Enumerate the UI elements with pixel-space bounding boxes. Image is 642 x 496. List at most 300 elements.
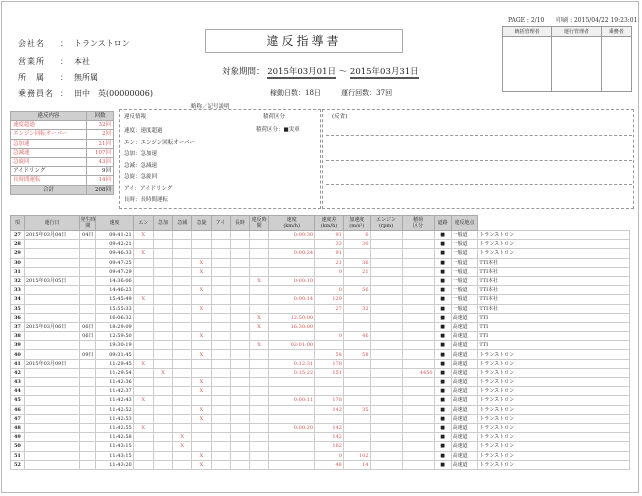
- period-from: 2015年03月01日: [267, 67, 336, 77]
- table-cell: [230, 423, 249, 432]
- table-cell: [370, 378, 402, 387]
- table-cell: 27: [315, 304, 344, 313]
- company-label: 会社名: [18, 39, 45, 48]
- cargo-class-cell: ■: [434, 442, 451, 451]
- table-cell: [211, 405, 230, 414]
- approver-header: 乗務者: [601, 27, 631, 37]
- table-cell: [173, 249, 192, 258]
- table-cell: [249, 240, 268, 249]
- column-header: 速度: [96, 216, 133, 231]
- table-cell: [402, 258, 434, 267]
- table-cell: [192, 442, 211, 451]
- table-row: [11, 231, 630, 240]
- table-cell: [173, 304, 192, 313]
- table-cell: 高速道: [451, 405, 478, 414]
- table-row: [11, 276, 630, 285]
- table-cell: [173, 322, 192, 331]
- row-number: 47: [11, 414, 25, 423]
- table-cell: [402, 332, 434, 341]
- table-cell: 一般道: [451, 304, 478, 313]
- table-cell: [192, 240, 211, 249]
- table-cell: [173, 359, 192, 368]
- table-row: [11, 304, 630, 313]
- column-header: 積荷 区分: [402, 216, 434, 231]
- cargo-class-cell: ■: [434, 304, 451, 313]
- table-cell: [370, 359, 402, 368]
- row-number: 43: [11, 378, 25, 387]
- table-cell: [249, 423, 268, 432]
- table-cell: [230, 359, 249, 368]
- table-cell: 11:29:45: [96, 359, 133, 368]
- table-cell: 高速道: [451, 313, 478, 322]
- table-cell: X: [192, 304, 211, 313]
- driver-value: 田中 英(00000006): [74, 89, 153, 98]
- legend-item: エン：エンジン回転オーバー: [124, 139, 195, 146]
- table-cell: 高速道: [451, 359, 478, 368]
- table-cell: 36: [343, 258, 370, 267]
- table-cell: [269, 258, 315, 267]
- table-cell: [80, 240, 96, 249]
- table-cell: 高速道: [451, 322, 478, 331]
- summary-violation-name: 長時間運転: [11, 176, 87, 185]
- driver-row: 乗務員名 ： 田中 英(00000006): [18, 89, 153, 98]
- legend-item: アイ：アイドリング: [124, 185, 173, 192]
- row-number: 40: [11, 350, 25, 359]
- table-cell: 09:41:21: [96, 231, 133, 240]
- table-cell: [153, 350, 172, 359]
- table-cell: [192, 433, 211, 442]
- table-cell: TTI本社: [478, 258, 630, 267]
- table-cell: [80, 460, 96, 469]
- table-cell: [192, 249, 211, 258]
- table-cell: 高速道: [451, 368, 478, 377]
- table-cell: [230, 322, 249, 331]
- table-cell: 12:50:00: [269, 313, 315, 322]
- table-cell: 162: [315, 442, 344, 451]
- table-cell: [211, 378, 230, 387]
- row-number: 48: [11, 423, 25, 432]
- table-cell: [370, 442, 402, 451]
- table-cell: [343, 423, 370, 432]
- table-cell: 11:43:15: [96, 451, 133, 460]
- table-cell: [370, 433, 402, 442]
- table-cell: X: [192, 267, 211, 276]
- table-cell: [249, 433, 268, 442]
- table-cell: 35: [343, 405, 370, 414]
- table-cell: [80, 378, 96, 387]
- summary-violation-name: エンジン回転オーバー: [11, 130, 87, 139]
- table-row: [11, 322, 630, 331]
- table-cell: [192, 368, 211, 377]
- table-cell: トランストロン: [478, 451, 630, 460]
- table-cell: [80, 295, 96, 304]
- table-cell: 一般道: [451, 258, 478, 267]
- table-cell: [153, 313, 172, 322]
- table-cell: [80, 249, 96, 258]
- table-cell: X: [173, 442, 192, 451]
- table-cell: 102: [343, 451, 370, 460]
- table-cell: 11:42:55: [96, 423, 133, 432]
- row-number: 28: [11, 240, 25, 249]
- approval-stamp-table: [502, 26, 632, 92]
- approver-header: 統括管理者: [503, 27, 552, 37]
- table-cell: トランストロン: [478, 396, 630, 405]
- table-cell: 178: [315, 396, 344, 405]
- table-cell: [269, 304, 315, 313]
- table-cell: [24, 451, 79, 460]
- table-cell: [153, 378, 172, 387]
- table-cell: X: [249, 322, 268, 331]
- table-cell: 56: [343, 286, 370, 295]
- table-cell: [211, 368, 230, 377]
- table-cell: X: [192, 332, 211, 341]
- table-cell: [230, 350, 249, 359]
- stamp-cell: [552, 37, 601, 92]
- table-cell: X: [133, 231, 153, 240]
- column-header: アイ: [211, 216, 230, 231]
- table-cell: TTI本社: [478, 304, 630, 313]
- office-label: 営業所: [18, 57, 45, 66]
- table-cell: X: [133, 359, 153, 368]
- table-cell: [173, 396, 192, 405]
- table-cell: 4450: [402, 368, 434, 377]
- legend-item: 急旋：急旋回: [124, 174, 158, 180]
- table-cell: [192, 423, 211, 432]
- table-cell: 11:42:43: [96, 396, 133, 405]
- cargo-class-cell: ■: [434, 368, 451, 377]
- table-cell: [370, 405, 402, 414]
- table-cell: [133, 332, 153, 341]
- table-cell: [402, 451, 434, 460]
- table-cell: [153, 286, 172, 295]
- table-cell: 一般道: [451, 249, 478, 258]
- table-cell: 2015年03月05日: [24, 276, 79, 285]
- table-cell: [173, 258, 192, 267]
- cargo-class-cell: ■: [434, 267, 451, 276]
- table-cell: X: [249, 313, 268, 322]
- table-cell: [402, 442, 434, 451]
- table-cell: [230, 295, 249, 304]
- table-cell: [211, 387, 230, 396]
- summary-row: [11, 139, 114, 148]
- table-cell: [230, 332, 249, 341]
- table-cell: [370, 286, 402, 295]
- cargo-class-cell: ■: [434, 332, 451, 341]
- reflection-line: [326, 135, 632, 136]
- row-number: 31: [11, 267, 25, 276]
- legend-header: 略称／記号説明: [191, 104, 230, 110]
- table-cell: 11:29:54: [96, 368, 133, 377]
- table-cell: [153, 396, 172, 405]
- table-cell: [211, 258, 230, 267]
- column-header: 発生時間: [80, 217, 96, 229]
- summary-row: [11, 176, 114, 185]
- table-cell: [173, 276, 192, 285]
- table-cell: 0:00:30: [269, 231, 315, 240]
- row-number: 29: [11, 249, 25, 258]
- table-cell: 0:00:20: [269, 423, 315, 432]
- cargo-class-cell: ■: [434, 405, 451, 414]
- table-cell: [24, 405, 79, 414]
- table-row: [11, 405, 630, 414]
- table-cell: [211, 267, 230, 276]
- table-cell: 11:42:58: [96, 433, 133, 442]
- table-cell: [343, 442, 370, 451]
- table-cell: 高速道: [451, 332, 478, 341]
- table-cell: [315, 414, 344, 423]
- company-row: 会社名 ： トランストロン: [18, 39, 130, 48]
- table-cell: [249, 231, 268, 240]
- table-cell: [249, 286, 268, 295]
- summary-violation-name: アイドリング: [11, 167, 87, 176]
- table-cell: [230, 249, 249, 258]
- table-cell: [269, 387, 315, 396]
- table-cell: [80, 276, 96, 285]
- table-cell: [402, 286, 434, 295]
- table-cell: [370, 368, 402, 377]
- summary-total-label: 合計: [11, 185, 87, 194]
- table-cell: 高速道: [451, 423, 478, 432]
- table-cell: [402, 378, 434, 387]
- table-cell: [211, 240, 230, 249]
- table-cell: [211, 313, 230, 322]
- reflection-line: [326, 184, 632, 185]
- table-cell: トランストロン: [478, 359, 630, 368]
- table-cell: [24, 341, 79, 350]
- table-cell: [269, 267, 315, 276]
- table-cell: [249, 332, 268, 341]
- table-cell: [343, 322, 370, 331]
- table-cell: [173, 286, 192, 295]
- summary-header-violation: 違反内容: [11, 112, 87, 121]
- office-value: 本社: [74, 57, 90, 66]
- table-cell: 142: [315, 433, 344, 442]
- period-separator: ～: [338, 67, 348, 77]
- table-cell: 178: [315, 359, 344, 368]
- table-cell: 0:15:22: [269, 368, 315, 377]
- table-cell: [133, 368, 153, 377]
- table-cell: [211, 414, 230, 423]
- summary-row: [11, 121, 114, 130]
- table-cell: [230, 304, 249, 313]
- violation-summary-table: [10, 111, 114, 195]
- table-cell: 高速道: [451, 451, 478, 460]
- table-cell: [402, 249, 434, 258]
- table-row: [11, 295, 630, 304]
- table-cell: [153, 276, 172, 285]
- table-cell: 30: [343, 240, 370, 249]
- table-cell: X: [192, 451, 211, 460]
- table-cell: 09:47:29: [96, 267, 133, 276]
- table-cell: [343, 433, 370, 442]
- table-cell: 6: [343, 231, 370, 240]
- legend-item: 急加：急加速: [124, 151, 158, 157]
- table-cell: X: [192, 414, 211, 423]
- table-cell: 0:00:11: [269, 396, 315, 405]
- table-cell: 14:36:06: [96, 276, 133, 285]
- table-cell: [192, 231, 211, 240]
- table-cell: X: [192, 378, 211, 387]
- table-cell: [133, 460, 153, 469]
- table-cell: TTI: [478, 332, 630, 341]
- violation-detail-table: [10, 215, 630, 470]
- table-cell: [80, 267, 96, 276]
- table-cell: [211, 249, 230, 258]
- summary-row: [11, 157, 114, 166]
- dept-value: 無所属: [74, 73, 98, 82]
- table-cell: [133, 240, 153, 249]
- table-cell: [402, 396, 434, 405]
- row-number: 32: [11, 276, 25, 285]
- table-cell: [173, 405, 192, 414]
- table-cell: トランストロン: [478, 414, 630, 423]
- table-cell: [173, 378, 192, 387]
- table-cell: [153, 295, 172, 304]
- summary-row: [11, 167, 114, 176]
- table-cell: [133, 442, 153, 451]
- table-cell: [230, 258, 249, 267]
- table-cell: [133, 304, 153, 313]
- table-cell: 12:59:50: [96, 332, 133, 341]
- table-cell: [211, 332, 230, 341]
- table-cell: [173, 414, 192, 423]
- table-cell: [24, 295, 79, 304]
- table-cell: [24, 378, 79, 387]
- table-cell: トランストロン: [478, 368, 630, 377]
- table-cell: [24, 368, 79, 377]
- table-cell: [80, 286, 96, 295]
- table-cell: 高速道: [451, 387, 478, 396]
- table-cell: [269, 414, 315, 423]
- table-cell: [230, 231, 249, 240]
- table-cell: [80, 387, 96, 396]
- table-cell: [230, 396, 249, 405]
- table-row: [11, 378, 630, 387]
- table-cell: [402, 276, 434, 285]
- table-cell: [24, 332, 79, 341]
- table-cell: 09:47:25: [96, 258, 133, 267]
- table-row: [11, 460, 630, 469]
- table-cell: [315, 378, 344, 387]
- table-cell: TTI本社: [478, 286, 630, 295]
- table-cell: [173, 332, 192, 341]
- table-cell: [24, 267, 79, 276]
- table-cell: [133, 350, 153, 359]
- table-cell: 06日: [80, 332, 96, 341]
- table-cell: [153, 433, 172, 442]
- table-cell: [133, 276, 153, 285]
- table-cell: [230, 433, 249, 442]
- table-cell: [402, 240, 434, 249]
- approver-header: 運行管理者: [552, 27, 601, 37]
- table-cell: 一般道: [451, 286, 478, 295]
- table-cell: [370, 249, 402, 258]
- column-header: 項: [11, 216, 25, 231]
- table-cell: [192, 322, 211, 331]
- summary-violation-count: 107回: [87, 148, 114, 157]
- table-cell: TTI本社: [478, 276, 630, 285]
- column-header: 運行日: [24, 216, 79, 231]
- cargo-class-cell: ■: [434, 286, 451, 295]
- table-cell: 一般道: [451, 231, 478, 240]
- table-cell: [24, 396, 79, 405]
- table-cell: [173, 267, 192, 276]
- table-row: [11, 433, 630, 442]
- table-cell: X: [192, 286, 211, 295]
- table-cell: X: [192, 387, 211, 396]
- table-cell: [249, 350, 268, 359]
- table-cell: [211, 423, 230, 432]
- table-cell: 0:00:14: [269, 295, 315, 304]
- table-cell: [173, 313, 192, 322]
- table-cell: TTI: [478, 313, 630, 322]
- working-days: 稼動日数：18日: [270, 89, 321, 97]
- table-cell: [211, 276, 230, 285]
- table-cell: 高速道: [451, 378, 478, 387]
- table-cell: トランストロン: [478, 249, 630, 258]
- table-cell: [269, 332, 315, 341]
- table-cell: 142: [315, 423, 344, 432]
- row-number: 27: [11, 231, 25, 240]
- table-cell: [370, 451, 402, 460]
- table-cell: TTI: [478, 341, 630, 350]
- table-cell: [315, 387, 344, 396]
- table-cell: [249, 304, 268, 313]
- table-cell: X: [249, 276, 268, 285]
- row-number: 37: [11, 322, 25, 331]
- table-cell: 15:55:33: [96, 304, 133, 313]
- cargo-class-cell: ■: [434, 249, 451, 258]
- company-value: トランストロン: [74, 39, 130, 48]
- table-cell: [315, 313, 344, 322]
- column-header: 長時: [230, 216, 249, 231]
- row-number: 42: [11, 368, 25, 377]
- legend-item: 急減：急減速: [124, 162, 158, 169]
- row-number: 39: [11, 341, 25, 350]
- table-cell: X: [153, 368, 172, 377]
- table-cell: [153, 304, 172, 313]
- column-header: 急旋: [192, 216, 211, 231]
- table-cell: [153, 231, 172, 240]
- table-cell: [370, 240, 402, 249]
- row-number: 49: [11, 433, 25, 442]
- table-cell: [80, 414, 96, 423]
- period-to: 2015年03月31日: [349, 67, 419, 77]
- row-number: 36: [11, 313, 25, 322]
- print-date: 印刷 : 2015/04/22 19:23:01: [556, 17, 638, 24]
- table-cell: [211, 460, 230, 469]
- row-number: 51: [11, 451, 25, 460]
- table-cell: [230, 276, 249, 285]
- table-cell: トランストロン: [478, 378, 630, 387]
- table-cell: [211, 350, 230, 359]
- table-row: [11, 267, 630, 276]
- operation-counts: [270, 88, 410, 98]
- table-cell: [230, 286, 249, 295]
- table-cell: [230, 460, 249, 469]
- cargo-class-cell: ■: [434, 359, 451, 368]
- period-label: 対象期間：: [222, 67, 265, 77]
- table-cell: [133, 286, 153, 295]
- table-cell: [211, 359, 230, 368]
- class-header: 積荷区分: [263, 114, 286, 120]
- table-cell: [192, 276, 211, 285]
- table-cell: X: [192, 460, 211, 469]
- table-cell: [211, 231, 230, 240]
- column-header: 急減: [173, 216, 192, 231]
- table-cell: [269, 378, 315, 387]
- table-cell: [80, 368, 96, 377]
